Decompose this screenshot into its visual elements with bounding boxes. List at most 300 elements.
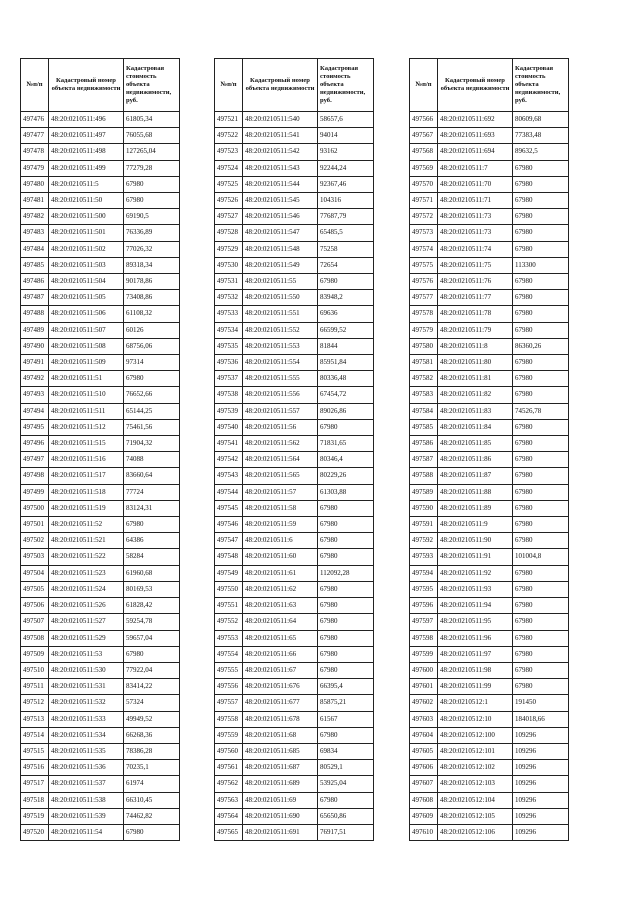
row-number: 497484 <box>21 241 49 257</box>
cadastral-cost: 67980 <box>513 274 569 290</box>
row-number: 497564 <box>215 808 243 824</box>
cadastral-cost: 69636 <box>318 306 374 322</box>
table-row <box>215 565 374 581</box>
row-number: 497540 <box>215 419 243 435</box>
row-number: 497518 <box>21 792 49 808</box>
cadastral-number: 48:20:0210511:73 <box>438 209 513 225</box>
cadastral-number: 48:20:0210511:509 <box>49 355 124 371</box>
row-number: 497536 <box>215 355 243 371</box>
cadastral-cost: 67980 <box>513 371 569 387</box>
cadastral-cost: 70235,1 <box>124 760 180 776</box>
table-row <box>215 792 374 808</box>
table-row <box>21 193 180 209</box>
cadastral-cost: 83660,64 <box>124 468 180 484</box>
table-row <box>215 517 374 533</box>
cadastral-cost: 109296 <box>513 743 569 759</box>
cadastral-number: 48:20:0210511:526 <box>49 598 124 614</box>
table-row <box>410 808 569 824</box>
cadastral-number: 48:20:0210511:90 <box>438 533 513 549</box>
table-row <box>21 225 180 241</box>
table-row <box>215 549 374 565</box>
table-row <box>21 500 180 516</box>
row-number: 497559 <box>215 727 243 743</box>
cadastral-number: 48:20:0210511:60 <box>243 549 318 565</box>
row-number: 497591 <box>410 517 438 533</box>
cadastral-number: 48:20:0210511:522 <box>49 549 124 565</box>
cadastral-number: 48:20:0210511:547 <box>243 225 318 241</box>
row-number: 497530 <box>215 257 243 273</box>
table-row <box>215 581 374 597</box>
table-row <box>410 257 569 273</box>
cadastral-number: 48:20:0210511:53 <box>49 646 124 662</box>
cadastral-number: 48:20:0210511:496 <box>49 112 124 128</box>
row-number: 497486 <box>21 274 49 290</box>
table-row <box>410 290 569 306</box>
cadastral-cost: 67980 <box>513 387 569 403</box>
row-number: 497578 <box>410 306 438 322</box>
row-number: 497533 <box>215 306 243 322</box>
cadastral-cost: 67980 <box>318 274 374 290</box>
row-number: 497480 <box>21 176 49 192</box>
cadastral-cost: 109296 <box>513 808 569 824</box>
table-row <box>410 436 569 452</box>
row-number: 497555 <box>215 662 243 678</box>
cadastral-number: 48:20:0210511:52 <box>49 517 124 533</box>
table-row <box>410 371 569 387</box>
cadastral-number: 48:20:0210511:50 <box>49 193 124 209</box>
table-row <box>21 760 180 776</box>
cadastral-number: 48:20:0210511:95 <box>438 614 513 630</box>
row-number: 497476 <box>21 112 49 128</box>
cadastral-cost: 77383,48 <box>513 128 569 144</box>
table-row <box>410 355 569 371</box>
table-row <box>410 776 569 792</box>
row-number: 497568 <box>410 144 438 160</box>
table-row <box>410 225 569 241</box>
table-row <box>21 662 180 678</box>
cadastral-cost: 49949,52 <box>124 711 180 727</box>
cadastral-cost: 77687,79 <box>318 209 374 225</box>
row-number: 497604 <box>410 727 438 743</box>
table-row <box>21 338 180 354</box>
cadastral-number: 48:20:0210511:78 <box>438 306 513 322</box>
cadastral-number: 48:20:0210511:687 <box>243 760 318 776</box>
table-row <box>21 776 180 792</box>
cadastral-number: 48:20:0210511:544 <box>243 176 318 192</box>
table-row <box>215 193 374 209</box>
cadastral-cost: 77922,04 <box>124 662 180 678</box>
cadastral-number: 48:20:0210511:690 <box>243 808 318 824</box>
cadastral-number: 48:20:0210511:96 <box>438 630 513 646</box>
table-row <box>21 792 180 808</box>
cadastral-number: 48:20:0210511:691 <box>243 824 318 840</box>
cadastral-cost: 60126 <box>124 322 180 338</box>
cadastral-cost: 109296 <box>513 727 569 743</box>
row-number: 497522 <box>215 128 243 144</box>
row-number: 497595 <box>410 581 438 597</box>
cadastral-number: 48:20:0210511:59 <box>243 517 318 533</box>
cadastral-cost: 74088 <box>124 452 180 468</box>
row-number: 497586 <box>410 436 438 452</box>
cadastral-number: 48:20:0210511:693 <box>438 128 513 144</box>
row-number: 497577 <box>410 290 438 306</box>
table-row <box>215 824 374 840</box>
row-number: 497563 <box>215 792 243 808</box>
cadastral-number: 48:20:0210511:550 <box>243 290 318 306</box>
cadastral-number: 48:20:0210511:694 <box>438 144 513 160</box>
cadastral-number: 48:20:0210511:87 <box>438 468 513 484</box>
row-number: 497562 <box>215 776 243 792</box>
cadastral-cost: 67980 <box>513 630 569 646</box>
header-cadastral-number: Кадастровый номер объекта недвижимости <box>243 59 318 112</box>
cadastral-cost: 67980 <box>318 792 374 808</box>
table-row <box>410 306 569 322</box>
cadastral-cost: 59254,78 <box>124 614 180 630</box>
cadastral-table-1 <box>20 58 180 841</box>
table-row <box>21 257 180 273</box>
row-number: 497532 <box>215 290 243 306</box>
row-number: 497519 <box>21 808 49 824</box>
table-row <box>215 160 374 176</box>
cadastral-cost: 92244,24 <box>318 160 374 176</box>
cadastral-cost: 59657,04 <box>124 630 180 646</box>
table-row <box>21 371 180 387</box>
cadastral-number: 48:20:0210511:555 <box>243 371 318 387</box>
cadastral-number: 48:20:0210511:82 <box>438 387 513 403</box>
cadastral-cost: 67980 <box>513 662 569 678</box>
table-row <box>215 614 374 630</box>
cadastral-number: 48:20:0210511:510 <box>49 387 124 403</box>
row-number: 497587 <box>410 452 438 468</box>
cadastral-number: 48:20:0210512:103 <box>438 776 513 792</box>
row-number: 497515 <box>21 743 49 759</box>
table-row <box>21 403 180 419</box>
cadastral-number: 48:20:0210511:516 <box>49 452 124 468</box>
header-num: №п/п <box>21 59 49 112</box>
cadastral-cost: 75258 <box>318 241 374 257</box>
cadastral-number: 48:20:0210511:97 <box>438 646 513 662</box>
cadastral-cost: 80529,1 <box>318 760 374 776</box>
cadastral-cost: 65144,25 <box>124 403 180 419</box>
header-cadastral-number: Кадастровый номер объекта недвижимости <box>49 59 124 112</box>
table-row <box>410 646 569 662</box>
cadastral-number: 48:20:0210511:541 <box>243 128 318 144</box>
cadastral-cost: 76336,89 <box>124 225 180 241</box>
table-row <box>410 144 569 160</box>
cadastral-cost: 64386 <box>124 533 180 549</box>
cadastral-number: 48:20:0210511:548 <box>243 241 318 257</box>
table-row <box>410 209 569 225</box>
cadastral-number: 48:20:0210511:65 <box>243 630 318 646</box>
cadastral-number: 48:20:0210511:531 <box>49 679 124 695</box>
cadastral-number: 48:20:0210511:86 <box>438 452 513 468</box>
cadastral-cost: 67980 <box>513 679 569 695</box>
row-number: 497505 <box>21 581 49 597</box>
table-row <box>410 128 569 144</box>
row-number: 497521 <box>215 112 243 128</box>
table-row <box>215 225 374 241</box>
row-number: 497581 <box>410 355 438 371</box>
table-row <box>410 630 569 646</box>
table-row <box>410 338 569 354</box>
table-header-row <box>215 59 374 112</box>
table-row <box>21 290 180 306</box>
row-number: 497485 <box>21 257 49 273</box>
cadastral-cost: 80609,68 <box>513 112 569 128</box>
cadastral-cost: 66268,36 <box>124 727 180 743</box>
row-number: 497589 <box>410 484 438 500</box>
row-number: 497493 <box>21 387 49 403</box>
table-row <box>410 176 569 192</box>
cadastral-cost: 80229,26 <box>318 468 374 484</box>
table-row <box>215 452 374 468</box>
cadastral-cost: 67980 <box>513 484 569 500</box>
table-row <box>21 128 180 144</box>
table-row <box>215 533 374 549</box>
row-number: 497551 <box>215 598 243 614</box>
table-row <box>21 679 180 695</box>
row-number: 497552 <box>215 614 243 630</box>
cadastral-cost: 73408,86 <box>124 290 180 306</box>
cadastral-cost: 89632,5 <box>513 144 569 160</box>
table-row <box>215 144 374 160</box>
cadastral-number: 48:20:0210512:105 <box>438 808 513 824</box>
table-row <box>21 808 180 824</box>
table-header-row <box>21 59 180 112</box>
cadastral-cost: 89318,34 <box>124 257 180 273</box>
cadastral-number: 48:20:0210511:62 <box>243 581 318 597</box>
row-number: 497525 <box>215 176 243 192</box>
cadastral-number: 48:20:0210511:500 <box>49 209 124 225</box>
row-number: 497528 <box>215 225 243 241</box>
cadastral-cost: 61303,88 <box>318 484 374 500</box>
cadastral-cost: 61828,42 <box>124 598 180 614</box>
table-row <box>410 241 569 257</box>
row-number: 497496 <box>21 436 49 452</box>
table-row <box>215 679 374 695</box>
row-number: 497602 <box>410 695 438 711</box>
table-row <box>215 808 374 824</box>
cadastral-cost: 67980 <box>513 581 569 597</box>
row-number: 497482 <box>21 209 49 225</box>
cadastral-cost: 74462,82 <box>124 808 180 824</box>
row-number: 497534 <box>215 322 243 338</box>
cadastral-number: 48:20:0210511:532 <box>49 695 124 711</box>
row-number: 497527 <box>215 209 243 225</box>
row-number: 497547 <box>215 533 243 549</box>
table-row <box>410 727 569 743</box>
cadastral-cost: 101004,8 <box>513 549 569 565</box>
cadastral-number: 48:20:0210511:549 <box>243 257 318 273</box>
cadastral-number: 48:20:0210511:540 <box>243 112 318 128</box>
table-row <box>410 614 569 630</box>
cadastral-number: 48:20:0210511:524 <box>49 581 124 597</box>
table-row <box>215 646 374 662</box>
cadastral-cost: 92367,46 <box>318 176 374 192</box>
table-row <box>21 824 180 840</box>
cadastral-cost: 67980 <box>513 598 569 614</box>
table-row <box>21 387 180 403</box>
cadastral-number: 48:20:0210511:94 <box>438 598 513 614</box>
table-row <box>410 419 569 435</box>
cadastral-number: 48:20:0210511:54 <box>49 824 124 840</box>
row-number: 497582 <box>410 371 438 387</box>
table-row <box>215 338 374 354</box>
row-number: 497569 <box>410 160 438 176</box>
table-row <box>21 468 180 484</box>
row-number: 497513 <box>21 711 49 727</box>
cadastral-number: 48:20:0210511:501 <box>49 225 124 241</box>
header-cadastral-cost: Кадастровая стоимость объекта недвижимости, руб. <box>513 59 569 112</box>
cadastral-number: 48:20:0210511:552 <box>243 322 318 338</box>
cadastral-cost: 76917,51 <box>318 824 374 840</box>
cadastral-cost: 67980 <box>513 355 569 371</box>
header-num: №п/п <box>215 59 243 112</box>
cadastral-cost: 67980 <box>513 452 569 468</box>
cadastral-number: 48:20:0210511:74 <box>438 241 513 257</box>
cadastral-cost: 58657,6 <box>318 112 374 128</box>
row-number: 497588 <box>410 468 438 484</box>
row-number: 497501 <box>21 517 49 533</box>
cadastral-cost: 67980 <box>513 241 569 257</box>
table-row <box>21 419 180 435</box>
cadastral-number: 48:20:0210511:66 <box>243 646 318 662</box>
table-row <box>21 695 180 711</box>
row-number: 497539 <box>215 403 243 419</box>
table-row <box>21 565 180 581</box>
table-row <box>215 355 374 371</box>
cadastral-number: 48:20:0210511:57 <box>243 484 318 500</box>
cadastral-cost: 67980 <box>513 565 569 581</box>
cadastral-cost: 67980 <box>318 727 374 743</box>
cadastral-number: 48:20:0210511:61 <box>243 565 318 581</box>
cadastral-number: 48:20:0210511:7 <box>438 160 513 176</box>
table-row <box>215 274 374 290</box>
table-row <box>215 387 374 403</box>
cadastral-number: 48:20:0210511:64 <box>243 614 318 630</box>
row-number: 497607 <box>410 776 438 792</box>
cadastral-cost: 61974 <box>124 776 180 792</box>
row-number: 497491 <box>21 355 49 371</box>
table-row <box>21 436 180 452</box>
cadastral-cost: 66395,4 <box>318 679 374 695</box>
cadastral-cost: 104316 <box>318 193 374 209</box>
cadastral-number: 48:20:0210511:523 <box>49 565 124 581</box>
row-number: 497599 <box>410 646 438 662</box>
row-number: 497600 <box>410 662 438 678</box>
table-header-row <box>410 59 569 112</box>
row-number: 497503 <box>21 549 49 565</box>
cadastral-cost: 67980 <box>318 517 374 533</box>
cadastral-cost: 71831,65 <box>318 436 374 452</box>
table-row <box>410 792 569 808</box>
row-number: 497603 <box>410 711 438 727</box>
cadastral-number: 48:20:0210511:91 <box>438 549 513 565</box>
cadastral-number: 48:20:0210511:56 <box>243 419 318 435</box>
cadastral-number: 48:20:0210511:512 <box>49 419 124 435</box>
cadastral-number: 48:20:0210511:98 <box>438 662 513 678</box>
table-row <box>21 549 180 565</box>
table-row <box>410 274 569 290</box>
table-row <box>410 565 569 581</box>
cadastral-cost: 67980 <box>513 614 569 630</box>
cadastral-cost: 67980 <box>318 662 374 678</box>
cadastral-cost: 93162 <box>318 144 374 160</box>
cadastral-cost: 184018,66 <box>513 711 569 727</box>
cadastral-cost: 67980 <box>318 419 374 435</box>
cadastral-number: 48:20:0210511:539 <box>49 808 124 824</box>
table-row <box>410 711 569 727</box>
row-number: 497488 <box>21 306 49 322</box>
header-cadastral-number: Кадастровый номер объекта недвижимости <box>438 59 513 112</box>
cadastral-cost: 67980 <box>318 630 374 646</box>
table-row <box>215 500 374 516</box>
table-row <box>215 436 374 452</box>
cadastral-number: 48:20:0210511:521 <box>49 533 124 549</box>
cadastral-number: 48:20:0210511:93 <box>438 581 513 597</box>
table-row <box>21 241 180 257</box>
row-number: 497580 <box>410 338 438 354</box>
row-number: 497502 <box>21 533 49 549</box>
row-number: 497517 <box>21 776 49 792</box>
row-number: 497606 <box>410 760 438 776</box>
cadastral-number: 48:20:0210511:68 <box>243 727 318 743</box>
row-number: 497498 <box>21 468 49 484</box>
table-row <box>21 581 180 597</box>
cadastral-cost: 67980 <box>513 193 569 209</box>
table-row <box>21 452 180 468</box>
cadastral-number: 48:20:0210511:8 <box>438 338 513 354</box>
cadastral-cost: 77724 <box>124 484 180 500</box>
cadastral-cost: 61567 <box>318 711 374 727</box>
row-number: 497542 <box>215 452 243 468</box>
table-row <box>215 112 374 128</box>
cadastral-number: 48:20:0210511:5 <box>49 176 124 192</box>
row-number: 497560 <box>215 743 243 759</box>
cadastral-cost: 61108,32 <box>124 306 180 322</box>
cadastral-number: 48:20:0210511:85 <box>438 436 513 452</box>
row-number: 497504 <box>21 565 49 581</box>
cadastral-number: 48:20:0210512:102 <box>438 760 513 776</box>
cadastral-number: 48:20:0210511:676 <box>243 679 318 695</box>
row-number: 497557 <box>215 695 243 711</box>
cadastral-number: 48:20:0210511:99 <box>438 679 513 695</box>
cadastral-cost: 53925,04 <box>318 776 374 792</box>
table-row <box>410 533 569 549</box>
table-row <box>21 517 180 533</box>
cadastral-table-2 <box>214 58 374 841</box>
row-number: 497593 <box>410 549 438 565</box>
table-row <box>410 549 569 565</box>
table-row <box>21 533 180 549</box>
cadastral-cost: 67980 <box>124 193 180 209</box>
cadastral-cost: 72654 <box>318 257 374 273</box>
cadastral-cost: 67980 <box>513 500 569 516</box>
table-row <box>215 630 374 646</box>
cadastral-cost: 66599,52 <box>318 322 374 338</box>
row-number: 497556 <box>215 679 243 695</box>
cadastral-cost: 67980 <box>513 533 569 549</box>
cadastral-number: 48:20:0210511:79 <box>438 322 513 338</box>
cadastral-number: 48:20:0210511:515 <box>49 436 124 452</box>
row-number: 497610 <box>410 824 438 840</box>
cadastral-number: 48:20:0210511:543 <box>243 160 318 176</box>
table-row <box>21 274 180 290</box>
table-row <box>215 727 374 743</box>
cadastral-cost: 67980 <box>318 598 374 614</box>
cadastral-cost: 109296 <box>513 776 569 792</box>
row-number: 497499 <box>21 484 49 500</box>
